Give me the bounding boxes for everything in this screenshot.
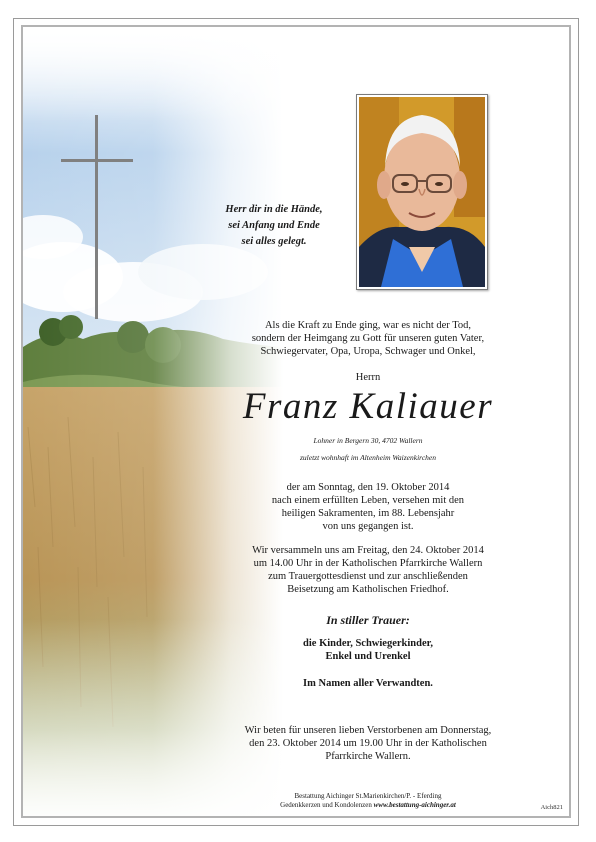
funeral-line: Beisetzung am Katholischen Friedhof. <box>287 584 449 595</box>
death-line: nach einem erfüllten Leben, versehen mit den <box>271 495 465 506</box>
death-line: von uns gegangen ist. <box>322 521 414 532</box>
document-code: Aich821 <box>540 804 563 811</box>
verse-line: sei alles gelegt. <box>241 236 307 247</box>
death-line: heiligen Sakramenten, im 88. Lebensjahr <box>281 508 455 519</box>
funeral-line: um 14.00 Uhr in der Katholischen Pfarrkirche Wallern <box>253 558 483 569</box>
funeral-line: zum Trauergottesdienst und zur anschließenden <box>268 571 468 582</box>
undertaker-line: Bestattung Aichinger St.Marienkirchen/P. - Eferding <box>294 792 442 800</box>
family-line: Enkel und Urenkel <box>325 651 411 662</box>
latin-cross-icon <box>61 115 133 319</box>
salutation: Herrn <box>355 372 381 383</box>
portrait-photo <box>356 94 488 290</box>
parte-card <box>21 25 571 818</box>
intro-text <box>183 319 553 358</box>
prayer-line: Wir beten für unseren lieben Verstorbenen am Donnerstag, <box>244 725 492 736</box>
condolence-line <box>183 801 553 810</box>
mourning-heading: In stiller Trauer: <box>326 613 410 627</box>
family-line: die Kinder, Schwiegerkinder, <box>303 638 433 649</box>
condolence-text: Gedenkkerzen und Kondolenzen <box>280 801 372 809</box>
intro-line: Als die Kraft zu Ende ging, war es nicht der Tod, <box>264 320 472 331</box>
prayer-line: den 23. Oktober 2014 um 19.00 Uhr in der Katholischen <box>249 738 487 749</box>
prayer-notice <box>183 724 553 763</box>
death-line: der am Sonntag, den 19. Oktober 2014 <box>286 482 450 493</box>
funeral-line: Wir versammeln uns am Freitag, den 24. Oktober 2014 <box>252 545 484 556</box>
mourning-family <box>183 637 553 663</box>
bible-verse <box>213 202 335 250</box>
last-residence: zuletzt wohnhaft im Altenheim Waizenkirchen <box>300 453 436 462</box>
deceased-name: Franz Kaliauer <box>242 386 494 427</box>
website-link[interactable]: www.bestattung-aichinger.at <box>373 801 456 809</box>
death-notice <box>183 481 553 533</box>
deceased-occupation: Lohner in Bergern 30, 4702 Wallern <box>313 436 423 445</box>
footer <box>183 792 553 810</box>
prayer-line: Pfarrkirche Wallern. <box>325 751 411 762</box>
verse-line: sei Anfang und Ende <box>228 220 320 231</box>
intro-line: sondern der Heimgang zu Gott für unseren guten Vater, <box>251 333 485 344</box>
funeral-notice <box>183 544 553 596</box>
mourning-relatives: Im Namen aller Verwandten. <box>303 678 433 689</box>
intro-line: Schwiegervater, Opa, Uropa, Schwager und Onkel, <box>260 346 476 357</box>
verse-line: Herr dir in die Hände, <box>225 204 323 215</box>
